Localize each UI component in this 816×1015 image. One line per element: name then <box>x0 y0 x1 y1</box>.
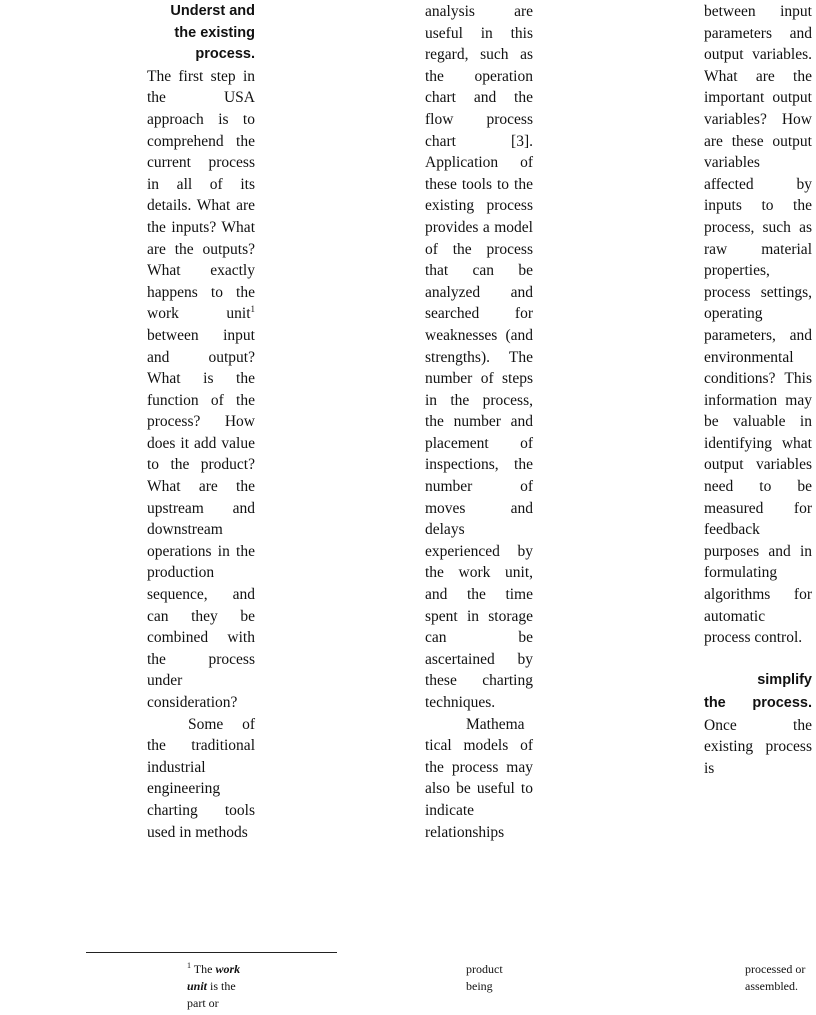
paragraph-understand <box>147 1 255 714</box>
paragraph-simplify <box>704 670 812 779</box>
footnote-number: 1 <box>187 961 191 970</box>
footnote-part-2: product being <box>466 962 503 993</box>
paragraph-charting-tools: Some of the traditional industrial engineering charting tools used in methods <box>147 715 255 841</box>
paragraph-text: The first step in the USA approach is to comprehend the current process in all of its details. What are the inputs? What are the outputs? What exactly happens to the work unit <box>147 67 255 323</box>
footnote-part-3: processed or assembled. <box>745 962 806 993</box>
footnote-text: The <box>191 962 216 976</box>
paragraph-text-continued: between input and output? What is the function of the process? How does it add value to the product? What are the upstream and downstream operations in the production sequence, and can they be combined with the process under consideration? <box>147 326 255 711</box>
paragraph-gap <box>704 649 812 671</box>
footnote-text-continued: is the part or <box>187 979 236 1010</box>
footnote-separator <box>86 952 337 953</box>
footnote-reference: 1 <box>250 304 255 315</box>
section-heading-simplify: simplify <box>757 672 812 689</box>
column-1 <box>147 1 255 843</box>
paragraph-mathematical-models: Mathema tical models of the process may also be useful to indicate relationships <box>425 715 533 841</box>
column-3 <box>704 1 812 779</box>
section-heading-simplify-continued: the process. <box>704 695 812 711</box>
paragraph-text: Once the existing process is <box>704 716 812 777</box>
footnote-part-1 <box>187 961 257 1012</box>
section-heading-understand: Underst and the existing process. <box>170 3 255 63</box>
paragraph-relationships: between input parameters and output variables. What are the important output variables? How are these output variables affected by inputs to the process, such as raw material properties, process settings, operating parameters, and environmental conditions? This information may be valuable in identifying what output variables need to be measured for feedback purposes and in formulating algorithms for automatic process control. <box>704 3 812 647</box>
paragraph-methods-analysis: analysis are useful in this regard, such as the operation chart and the flow process chart [3]. Application of these tools to the existing process provides a model of the process that can be analyzed and searched for weaknesses (and strengths). The number of steps in the process, the number and placement of inspections, the number of moves and delays experienced by the work unit, and the time spent in storage can be ascertained by these charting techniques. <box>425 3 533 711</box>
column-2 <box>425 1 533 843</box>
footnote-term: work unit <box>187 962 241 993</box>
